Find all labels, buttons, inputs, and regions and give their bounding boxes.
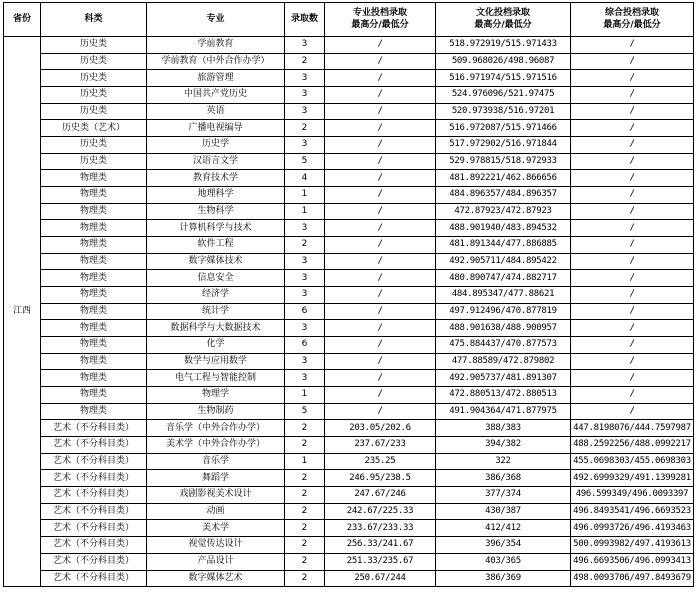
professional-score-cell: / (325, 287, 436, 304)
category-cell: 物理类 (41, 203, 147, 220)
culture-score-cell: 509.968026/498.96087 (436, 53, 571, 70)
quota-cell: 1 (285, 187, 325, 204)
major-cell: 数字媒体技术 (147, 253, 285, 270)
major-cell: 历史学 (147, 137, 285, 154)
category-cell: 物理类 (41, 320, 147, 337)
category-cell: 艺术（不分科目类） (41, 470, 147, 487)
combined-score-cell: / (571, 270, 694, 287)
table-row (4, 270, 694, 287)
culture-score-cell: 322 (436, 453, 571, 470)
quota-cell: 5 (285, 403, 325, 420)
quota-cell: 4 (285, 170, 325, 187)
major-cell: 广播电视编导 (147, 120, 285, 137)
major-cell: 生物制药 (147, 403, 285, 420)
professional-score-cell: / (325, 37, 436, 54)
professional-score-cell: / (325, 387, 436, 404)
culture-score-cell: 412/412 (436, 520, 571, 537)
combined-score-header-line2: 最高分/最低分 (603, 19, 661, 30)
table-row (4, 570, 694, 587)
table-row (4, 170, 694, 187)
culture-score-cell: 529.978815/518.972933 (436, 153, 571, 170)
category-cell: 艺术（不分科目类） (41, 570, 147, 587)
professional-score-cell: / (325, 253, 436, 270)
category-cell: 艺术（不分科目类） (41, 437, 147, 454)
professional-score-cell: / (325, 103, 436, 120)
major-cell: 经济学 (147, 287, 285, 304)
table-row (4, 437, 694, 454)
culture-score-header (436, 3, 571, 37)
table-row (4, 387, 694, 404)
major-cell: 音乐学 (147, 453, 285, 470)
professional-score-cell: / (325, 337, 436, 354)
professional-score-header-line1: 专业投档录取 (352, 8, 407, 19)
category-cell: 物理类 (41, 170, 147, 187)
quota-cell: 6 (285, 337, 325, 354)
combined-score-cell: / (571, 237, 694, 254)
culture-score-cell: 517.972902/516.971844 (436, 137, 571, 154)
major-cell: 计算机科学与技术 (147, 220, 285, 237)
major-cell: 英语 (147, 103, 285, 120)
quota-cell: 2 (285, 53, 325, 70)
major-cell: 物理学 (147, 387, 285, 404)
quota-cell: 2 (285, 237, 325, 254)
major-cell: 戏剧影视美术设计 (147, 487, 285, 504)
table-row (4, 303, 694, 320)
combined-score-cell: / (571, 103, 694, 120)
major-cell: 音乐学（中外合作办学） (147, 420, 285, 437)
table-row (4, 237, 694, 254)
culture-score-cell: 524.976096/521.97475 (436, 87, 571, 104)
combined-score-cell: / (571, 337, 694, 354)
culture-score-cell: 472.87923/472.87923 (436, 203, 571, 220)
culture-score-header-line2: 最高分/最低分 (474, 19, 532, 30)
category-cell: 历史类 (41, 53, 147, 70)
culture-score-cell: 492.905711/484.895422 (436, 253, 571, 270)
category-cell: 物理类 (41, 187, 147, 204)
combined-score-cell: / (571, 187, 694, 204)
major-cell: 汉语言文学 (147, 153, 285, 170)
table-row (4, 353, 694, 370)
table-row (4, 120, 694, 137)
category-cell: 历史类 (41, 103, 147, 120)
province-header: 省份 (4, 3, 41, 37)
combined-score-cell: / (571, 320, 694, 337)
major-cell: 教育技术学 (147, 170, 285, 187)
professional-score-cell: / (325, 320, 436, 337)
combined-score-cell: / (571, 120, 694, 137)
table-row (4, 420, 694, 437)
category-cell: 物理类 (41, 387, 147, 404)
combined-score-cell: / (571, 387, 694, 404)
culture-score-cell: 484.895347/477.88621 (436, 287, 571, 304)
major-cell: 旅游管理 (147, 70, 285, 87)
combined-score-cell: / (571, 203, 694, 220)
table-row (4, 70, 694, 87)
culture-score-cell: 488.901940/483.894532 (436, 220, 571, 237)
combined-score-cell: 447.8198076/444.7597987 (571, 420, 694, 437)
table-row (4, 53, 694, 70)
combined-score-cell: / (571, 87, 694, 104)
professional-score-cell: / (325, 203, 436, 220)
professional-score-cell: / (325, 87, 436, 104)
culture-score-cell: 430/387 (436, 503, 571, 520)
professional-score-cell: / (325, 370, 436, 387)
culture-score-cell: 488.901638/488.900957 (436, 320, 571, 337)
major-cell: 数字媒体艺术 (147, 570, 285, 587)
major-cell: 美术学（中外合作办学） (147, 437, 285, 454)
major-header: 专业 (147, 3, 285, 37)
combined-score-header (571, 3, 694, 37)
major-cell: 中国共产党历史 (147, 87, 285, 104)
category-cell: 物理类 (41, 353, 147, 370)
category-cell: 物理类 (41, 253, 147, 270)
combined-score-cell: 496.599349/496.0093397 (571, 487, 694, 504)
quota-cell: 3 (285, 137, 325, 154)
culture-score-cell: 518.972919/515.971433 (436, 37, 571, 54)
professional-score-cell: / (325, 120, 436, 137)
culture-score-cell: 520.973938/516.97201 (436, 103, 571, 120)
quota-cell: 3 (285, 70, 325, 87)
table-row (4, 287, 694, 304)
combined-score-cell: 496.0993726/496.4193463 (571, 520, 694, 537)
major-cell: 数据科学与大数据技术 (147, 320, 285, 337)
quota-cell: 3 (285, 253, 325, 270)
culture-score-cell: 491.904364/471.877975 (436, 403, 571, 420)
culture-score-header-line1: 文化投档录取 (475, 8, 530, 19)
quota-cell: 2 (285, 570, 325, 587)
table-row (4, 370, 694, 387)
quota-cell: 3 (285, 320, 325, 337)
category-cell: 物理类 (41, 237, 147, 254)
culture-score-cell: 377/374 (436, 487, 571, 504)
culture-score-cell: 481.892221/462.866656 (436, 170, 571, 187)
professional-score-cell: / (325, 403, 436, 420)
quota-cell: 3 (285, 353, 325, 370)
combined-score-cell: / (571, 403, 694, 420)
category-cell: 物理类 (41, 403, 147, 420)
quota-cell: 2 (285, 503, 325, 520)
category-cell: 历史类（艺术） (41, 120, 147, 137)
combined-score-cell: 500.0993982/497.4193613 (571, 537, 694, 554)
culture-score-cell: 497.912496/470.877819 (436, 303, 571, 320)
quota-cell: 2 (285, 437, 325, 454)
table-row (4, 253, 694, 270)
quota-cell: 2 (285, 520, 325, 537)
combined-score-cell: 498.0093706/497.8493679 (571, 570, 694, 587)
quota-cell: 1 (285, 387, 325, 404)
combined-score-cell: 488.2592256/488.0992217 (571, 437, 694, 454)
professional-score-cell: / (325, 237, 436, 254)
combined-score-cell: / (571, 53, 694, 70)
category-cell: 历史类 (41, 70, 147, 87)
culture-score-cell: 475.884437/470.877573 (436, 337, 571, 354)
combined-score-cell: / (571, 303, 694, 320)
quota-cell: 3 (285, 87, 325, 104)
culture-score-cell: 484.896357/484.896357 (436, 187, 571, 204)
major-cell: 电气工程与智能控制 (147, 370, 285, 387)
table-row (4, 153, 694, 170)
culture-score-cell: 386/368 (436, 470, 571, 487)
table-row (4, 37, 694, 54)
category-cell: 历史类 (41, 37, 147, 54)
table-row (4, 520, 694, 537)
table-row (4, 87, 694, 104)
major-cell: 视觉传达设计 (147, 537, 285, 554)
culture-score-cell: 516.972087/515.971466 (436, 120, 571, 137)
major-cell: 学前教育 (147, 37, 285, 54)
culture-score-cell: 477.88589/472.879802 (436, 353, 571, 370)
professional-score-header-line2: 最高分/最低分 (351, 19, 409, 30)
quota-cell: 3 (285, 220, 325, 237)
quota-cell: 2 (285, 420, 325, 437)
category-header: 科类 (41, 3, 147, 37)
major-cell: 生物科学 (147, 203, 285, 220)
professional-score-cell: / (325, 70, 436, 87)
category-cell: 艺术（不分科目类） (41, 453, 147, 470)
quota-cell: 3 (285, 287, 325, 304)
culture-score-cell: 396/354 (436, 537, 571, 554)
culture-score-cell: 481.891344/477.886885 (436, 237, 571, 254)
category-cell: 物理类 (41, 337, 147, 354)
professional-score-cell: 256.33/241.67 (325, 537, 436, 554)
quota-cell: 3 (285, 270, 325, 287)
major-cell: 学前教育（中外合作办学） (147, 53, 285, 70)
category-cell: 物理类 (41, 303, 147, 320)
major-cell: 产品设计 (147, 553, 285, 570)
table-row (4, 470, 694, 487)
category-cell: 艺术（不分科目类） (41, 420, 147, 437)
category-cell: 物理类 (41, 287, 147, 304)
combined-score-cell: / (571, 220, 694, 237)
quota-cell: 1 (285, 203, 325, 220)
major-cell: 美术学 (147, 520, 285, 537)
combined-score-cell: 496.8493541/496.6693523 (571, 503, 694, 520)
major-cell: 软件工程 (147, 237, 285, 254)
quota-cell: 2 (285, 487, 325, 504)
combined-score-header-line1: 综合投档录取 (604, 8, 659, 19)
table-row (4, 403, 694, 420)
professional-score-cell: 233.67/233.33 (325, 520, 436, 537)
quota-cell: 2 (285, 537, 325, 554)
province-cell: 江西 (4, 37, 41, 587)
combined-score-cell: / (571, 153, 694, 170)
combined-score-cell: 496.6693506/496.0993413 (571, 553, 694, 570)
category-cell: 物理类 (41, 370, 147, 387)
professional-score-header (325, 3, 436, 37)
table-row (4, 220, 694, 237)
combined-score-cell: / (571, 353, 694, 370)
professional-score-cell: / (325, 153, 436, 170)
professional-score-cell: 242.67/225.33 (325, 503, 436, 520)
professional-score-cell: / (325, 53, 436, 70)
major-cell: 化学 (147, 337, 285, 354)
major-cell: 信息安全 (147, 270, 285, 287)
culture-score-cell: 394/382 (436, 437, 571, 454)
category-cell: 物理类 (41, 220, 147, 237)
major-cell: 舞蹈学 (147, 470, 285, 487)
professional-score-cell: 246.95/238.5 (325, 470, 436, 487)
professional-score-cell: / (325, 270, 436, 287)
major-cell: 动画 (147, 503, 285, 520)
table-row (4, 503, 694, 520)
table-row (4, 337, 694, 354)
quota-cell: 3 (285, 370, 325, 387)
combined-score-cell: / (571, 287, 694, 304)
major-cell: 数学与应用数学 (147, 353, 285, 370)
combined-score-cell: 492.6999329/491.1399281 (571, 470, 694, 487)
table-row (4, 553, 694, 570)
quota-cell: 2 (285, 553, 325, 570)
culture-score-cell: 480.890747/474.882717 (436, 270, 571, 287)
table-row (4, 187, 694, 204)
professional-score-cell: 235.25 (325, 453, 436, 470)
quota-cell: 3 (285, 37, 325, 54)
professional-score-cell: / (325, 220, 436, 237)
table-row (4, 537, 694, 554)
professional-score-cell: / (325, 137, 436, 154)
professional-score-cell: 247.67/246 (325, 487, 436, 504)
category-cell: 艺术（不分科目类） (41, 553, 147, 570)
professional-score-cell: / (325, 303, 436, 320)
culture-score-cell: 386/369 (436, 570, 571, 587)
culture-score-cell: 472.880513/472.880513 (436, 387, 571, 404)
culture-score-cell: 492.905737/481.891307 (436, 370, 571, 387)
culture-score-cell: 516.971974/515.971516 (436, 70, 571, 87)
combined-score-cell: / (571, 170, 694, 187)
table-row (4, 453, 694, 470)
quota-cell: 2 (285, 120, 325, 137)
quota-cell: 2 (285, 470, 325, 487)
category-cell: 历史类 (41, 153, 147, 170)
admission-scores-table (3, 2, 694, 587)
category-cell: 艺术（不分科目类） (41, 503, 147, 520)
professional-score-cell: 237.67/233 (325, 437, 436, 454)
category-cell: 历史类 (41, 87, 147, 104)
category-cell: 历史类 (41, 137, 147, 154)
category-cell: 物理类 (41, 270, 147, 287)
table-row (4, 487, 694, 504)
combined-score-cell: / (571, 253, 694, 270)
table-row (4, 320, 694, 337)
quota-cell: 3 (285, 103, 325, 120)
major-cell: 统计学 (147, 303, 285, 320)
professional-score-cell: / (325, 353, 436, 370)
category-cell: 艺术（不分科目类） (41, 520, 147, 537)
professional-score-cell: 251.33/235.67 (325, 553, 436, 570)
culture-score-cell: 403/365 (436, 553, 571, 570)
quota-cell: 1 (285, 453, 325, 470)
combined-score-cell: / (571, 70, 694, 87)
professional-score-cell: / (325, 170, 436, 187)
professional-score-cell: 203.05/202.6 (325, 420, 436, 437)
combined-score-cell: / (571, 137, 694, 154)
professional-score-cell: 250.67/244 (325, 570, 436, 587)
header-row (4, 3, 694, 37)
combined-score-cell: 455.0698303/455.0698303 (571, 453, 694, 470)
table-row (4, 203, 694, 220)
table-body (4, 37, 694, 587)
table-row (4, 137, 694, 154)
quota-header: 录取数 (285, 3, 325, 37)
category-cell: 艺术（不分科目类） (41, 487, 147, 504)
culture-score-cell: 388/383 (436, 420, 571, 437)
combined-score-cell: / (571, 370, 694, 387)
professional-score-cell: / (325, 187, 436, 204)
category-cell: 艺术（不分科目类） (41, 537, 147, 554)
quota-cell: 6 (285, 303, 325, 320)
major-cell: 地理科学 (147, 187, 285, 204)
table-row (4, 103, 694, 120)
combined-score-cell: / (571, 37, 694, 54)
quota-cell: 5 (285, 153, 325, 170)
